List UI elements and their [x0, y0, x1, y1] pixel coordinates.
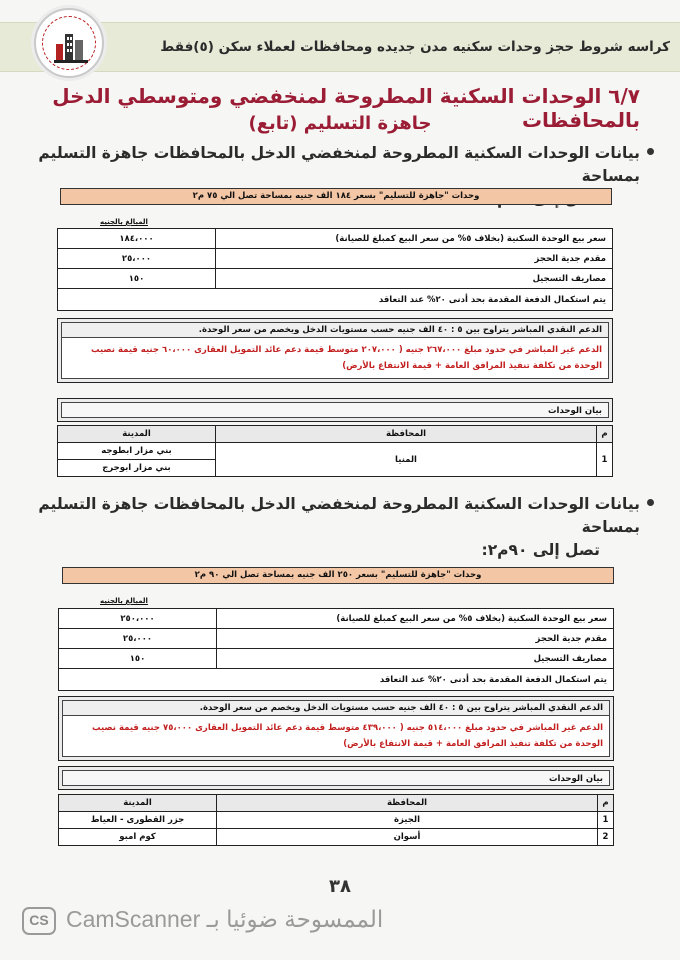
- table-row: [59, 812, 614, 829]
- header-title: كراسه شروط حجز وحدات سكنيه مدن جديده ومحافظات لعملاء سكن (٥)فقط: [160, 39, 670, 55]
- row-gov: الجيزة: [217, 812, 598, 829]
- bullet-dot-icon: [647, 499, 654, 506]
- price-row: [58, 249, 613, 269]
- row-num: 1: [597, 443, 613, 477]
- ministry-logo: [34, 8, 104, 78]
- price-label: مقدم جدية الحجز: [216, 249, 613, 269]
- block1-price-table: [57, 228, 613, 311]
- direct-support-text: الدعم النقدي المباشر يتراوح بين ٥ : ٤٠ الف جنيه حسب مستويات الدخل ويخصم من سعر الوحدة.: [63, 701, 609, 716]
- block2-support-box: [58, 696, 614, 761]
- table-row: [58, 443, 613, 460]
- bullet-dot-icon: [647, 148, 654, 155]
- camscanner-text: CamScanner الممسوحة ضوئيا بـ: [66, 906, 384, 932]
- row-city: جزر القطورى - العياط: [59, 812, 217, 829]
- section-title: ٦/٧ الوحدات السكنية المطروحة لمنخفضي ومتوسطي الدخل بالمحافظات: [52, 84, 640, 132]
- block2-units-note: المبالغ بالجنيه: [100, 597, 148, 605]
- price-label: سعر بيع الوحدة السكنية (بخلاف ٥% من سعر البيع كمبلغ للصيانة): [216, 229, 613, 249]
- price-value: ١٥٠: [58, 269, 216, 289]
- col-num-header: م: [597, 426, 613, 443]
- price-label: مصاريف التسجيل: [216, 269, 613, 289]
- camscanner-logo-icon: CS: [22, 907, 56, 935]
- block2-bullet-line2: تصل إلى ٩٠م٢:: [481, 541, 600, 559]
- col-gov-header: المحافظة: [217, 795, 598, 812]
- col-num-header: م: [598, 795, 614, 812]
- block2-price-table: [58, 608, 614, 691]
- col-city-header: المدينة: [59, 795, 217, 812]
- building-emblem-icon: [50, 24, 92, 66]
- price-label: مصاريف التسجيل: [217, 649, 614, 669]
- indirect-support-text: الدعم غير المباشر في حدود مبلغ ٥١٤،٠٠٠ جنيه ( ٤٣٩،٠٠٠ متوسط قيمة دعم عائد التمويل العقارى ٧٥،٠٠٠ جنيه قيمة نصيب الوحدة من تكلفة تنفيذ المرافق العامة + قيمة الانتفاع بالأرض): [91, 723, 603, 749]
- indirect-support-text: الدعم غير المباشر في حدود مبلغ ٢٦٧،٠٠٠ جنيه ( ٢٠٧،٠٠٠ متوسط قيمة دعم عائد التمويل العقارى ٦٠،٠٠٠ جنيه قيمة نصيب الوحدة من تكلفة تنفيذ المرافق العامة + قيمة الانتفاع بالأرض): [90, 345, 602, 371]
- row-gov: أسوان: [217, 829, 598, 846]
- payment-note: يتم استكمال الدفعة المقدمة بحد أدنى ٢٠% عند التعاقد: [59, 669, 614, 691]
- price-row: [59, 649, 614, 669]
- block1-support-box: [57, 318, 613, 383]
- row-gov: المنيا: [216, 443, 597, 477]
- row-city: كوم امبو: [59, 829, 217, 846]
- price-value: ٢٥،٠٠٠: [58, 249, 216, 269]
- block2-locations-table: [58, 794, 614, 846]
- price-value: ١٥٠: [59, 649, 217, 669]
- page-number: ٣٨: [329, 876, 351, 897]
- block1-offer-bar: وحدات "جاهزة للتسليم" بسعر ١٨٤ الف جنيه بمساحة تصل الي ٧٥ م٢: [60, 188, 612, 205]
- block2-units-title-box: [58, 766, 614, 790]
- row-city: بني مزار ابوجرج: [58, 460, 216, 477]
- camscanner-watermark: [22, 905, 422, 937]
- price-value: ١٨٤،٠٠٠: [58, 229, 216, 249]
- payment-note: يتم استكمال الدفعة المقدمة بحد أدنى ٢٠% عند التعاقد: [58, 289, 613, 311]
- row-num: 2: [598, 829, 614, 846]
- payment-note-row: [58, 289, 613, 311]
- price-row: [59, 609, 614, 629]
- block1-units-title-box: [57, 398, 613, 422]
- block2-bullet: [30, 493, 640, 562]
- block1-bullet-line1: بيانات الوحدات السكنية المطروحة لمنخفضي الدخل بالمحافظات جاهزة التسليم بمساحة: [38, 144, 640, 185]
- block2-offer-bar: وحدات "جاهزة للتسليم" بسعر ٢٥٠ الف جنيه بمساحة تصل الي ٩٠ م٢: [62, 567, 614, 584]
- col-gov-header: المحافظة: [216, 426, 597, 443]
- table-row: [59, 829, 614, 846]
- locations-header-row: [59, 795, 614, 812]
- direct-support-text: الدعم النقدي المباشر يتراوح بين ٥ : ٤٠ الف جنيه حسب مستويات الدخل ويخصم من سعر الوحدة.: [62, 323, 608, 338]
- units-title: بيان الوحدات: [62, 770, 610, 786]
- section-subtitle: جاهزة التسليم (تابع): [248, 113, 432, 134]
- price-row: [58, 229, 613, 249]
- row-num: 1: [598, 812, 614, 829]
- locations-header-row: [58, 426, 613, 443]
- block2-bullet-line1: بيانات الوحدات السكنية المطروحة لمنخفضي الدخل بالمحافظات جاهزة التسليم بمساحة: [38, 495, 640, 536]
- block1-units-note: المبالغ بالجنيه: [100, 218, 148, 226]
- price-value: ٢٥٠،٠٠٠: [59, 609, 217, 629]
- block1-locations-table: [57, 425, 613, 477]
- col-city-header: المدينة: [58, 426, 216, 443]
- price-value: ٢٥،٠٠٠: [59, 629, 217, 649]
- row-city: بني مزار ابطوجه: [58, 443, 216, 460]
- price-row: [58, 269, 613, 289]
- price-label: مقدم جدية الحجز: [217, 629, 614, 649]
- units-title: بيان الوحدات: [61, 402, 609, 418]
- payment-note-row: [59, 669, 614, 691]
- price-label: سعر بيع الوحدة السكنية (بخلاف ٥% من سعر البيع كمبلغ للصيانة): [217, 609, 614, 629]
- price-row: [59, 629, 614, 649]
